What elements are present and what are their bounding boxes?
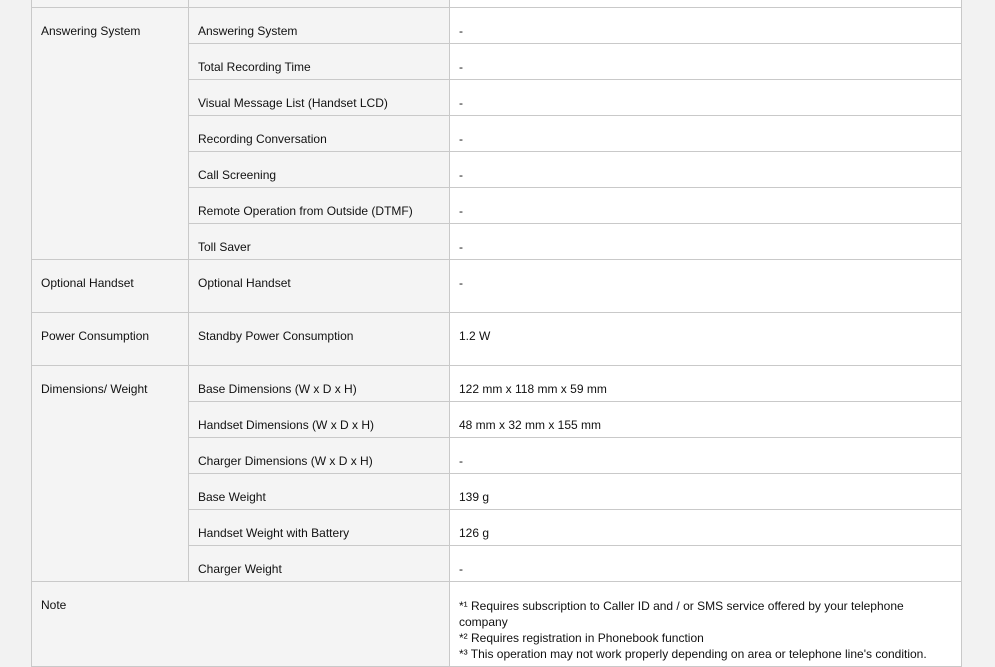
spec-item-cell: Remote Operation from Outside (DTMF) [189, 188, 450, 224]
note-row [32, 582, 962, 667]
spec-value-cell: 1.2 W [450, 313, 962, 366]
table-row [32, 260, 962, 313]
spec-value-cell: - [450, 44, 962, 80]
table-row [32, 366, 962, 402]
spec-value-cell: 48 mm x 32 mm x 155 mm [450, 402, 962, 438]
category-cell: Power Consumption [32, 313, 189, 366]
spec-value-cell: - [450, 546, 962, 582]
specifications-table [31, 0, 962, 667]
category-cell: Dimensions/ Weight [32, 366, 189, 582]
top-cell [189, 0, 450, 8]
spec-value-cell: - [450, 80, 962, 116]
spec-value-cell: - [450, 438, 962, 474]
category-cell: Optional Handset [32, 260, 189, 313]
spec-item-cell: Charger Dimensions (W x D x H) [189, 438, 450, 474]
spec-item-cell: Answering System [189, 8, 450, 44]
spec-value-cell: - [450, 224, 962, 260]
spec-item-cell: Optional Handset [189, 260, 450, 313]
note-line: *² Requires registration in Phonebook function [459, 631, 704, 645]
top-cell [32, 0, 189, 8]
table-row [32, 8, 962, 44]
note-line: *¹ Requires subscription to Caller ID and / or SMS service offered by your telephone company [459, 599, 904, 629]
spec-item-cell: Call Screening [189, 152, 450, 188]
note-line: *³ This operation may not work properly depending on area or telephone line's condition. [459, 647, 927, 661]
spec-item-cell: Base Weight [189, 474, 450, 510]
spec-item-cell: Charger Weight [189, 546, 450, 582]
table-row [32, 313, 962, 366]
note-content [450, 582, 962, 667]
spec-table-container [31, 0, 961, 667]
spec-value-cell: - [450, 152, 962, 188]
note-label: Note [32, 582, 450, 667]
spec-value-cell: 122 mm x 118 mm x 59 mm [450, 366, 962, 402]
spec-item-cell: Toll Saver [189, 224, 450, 260]
table-top-row [32, 0, 962, 8]
spec-value-cell: - [450, 8, 962, 44]
category-cell: Answering System [32, 8, 189, 260]
spec-value-cell: - [450, 116, 962, 152]
spec-item-cell: Total Recording Time [189, 44, 450, 80]
spec-item-cell: Handset Dimensions (W x D x H) [189, 402, 450, 438]
spec-value-cell: - [450, 188, 962, 224]
spec-item-cell: Base Dimensions (W x D x H) [189, 366, 450, 402]
spec-value-cell: 126 g [450, 510, 962, 546]
top-cell [450, 0, 962, 8]
spec-item-cell: Recording Conversation [189, 116, 450, 152]
spec-value-cell: 139 g [450, 474, 962, 510]
spec-item-cell: Handset Weight with Battery [189, 510, 450, 546]
spec-value-cell: - [450, 260, 962, 313]
spec-item-cell: Standby Power Consumption [189, 313, 450, 366]
spec-item-cell: Visual Message List (Handset LCD) [189, 80, 450, 116]
